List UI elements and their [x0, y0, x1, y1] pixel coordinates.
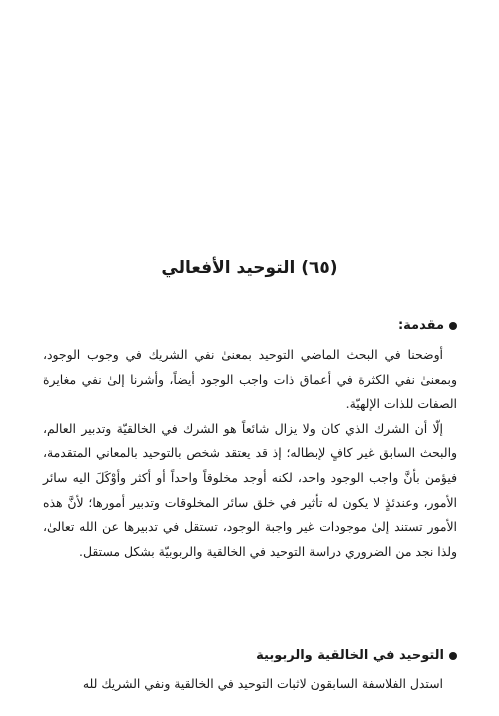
section-heading-creation [256, 648, 457, 663]
paragraph: إلّا أن الشرك الذي كان ولا يزال شائعاً هو الشرك في الخالقيّة وتدبير العالم، والبحث السابق غير كافٍ لإبطاله؛ إذ قد يعتقد شخص بالتوحيد بالمعاني المتقدمة، فيؤمن بأنَّ واجب الوجود واحد، لكنه أوجد مخلوقاً واحداً أو أكثر وأوْكَلَ اليه سائر الأمور، وعندئذٍ لا يكون له تأثير في خلق سائر المخلوقات وتدبير أمورها؛ لأنَّ هذه الأمور تستند إلىٰ موجودات غير واجبة الوجود، تستقل في تدبيرها عن الله تعالىٰ، ولذا نجد من الضروري دراسة التوحيد في الخالقية والربوبيّة بشكل مستقل. [43, 420, 457, 559]
section-heading-creation-label: التوحيد في الخالقية والربوبية [256, 648, 444, 663]
intro-text [43, 343, 457, 564]
bullet-icon [449, 652, 457, 660]
paragraph: استدل الفلاسفة السابقون لاثبات التوحيد في الخالقية ونفي الشريك لله [82, 676, 443, 691]
creation-text [43, 672, 457, 697]
bullet-icon [449, 322, 457, 330]
section-heading-intro-label: مقدمة: [397, 318, 444, 333]
paragraph: أوضحنا في البحث الماضي التوحيد بمعنىٰ نفي الشريك في وجوب الوجود، وبمعنىٰ نفي الكثرة في أعماق ذات واجب الوجود أيضاً، وأشرنا إلىٰ نفي مغايرة الصفات للذات الإلهيّة. [43, 347, 457, 412]
chapter-title: (٦٥) التوحيد الأفعالي [161, 258, 338, 278]
section-heading-intro [398, 318, 457, 333]
